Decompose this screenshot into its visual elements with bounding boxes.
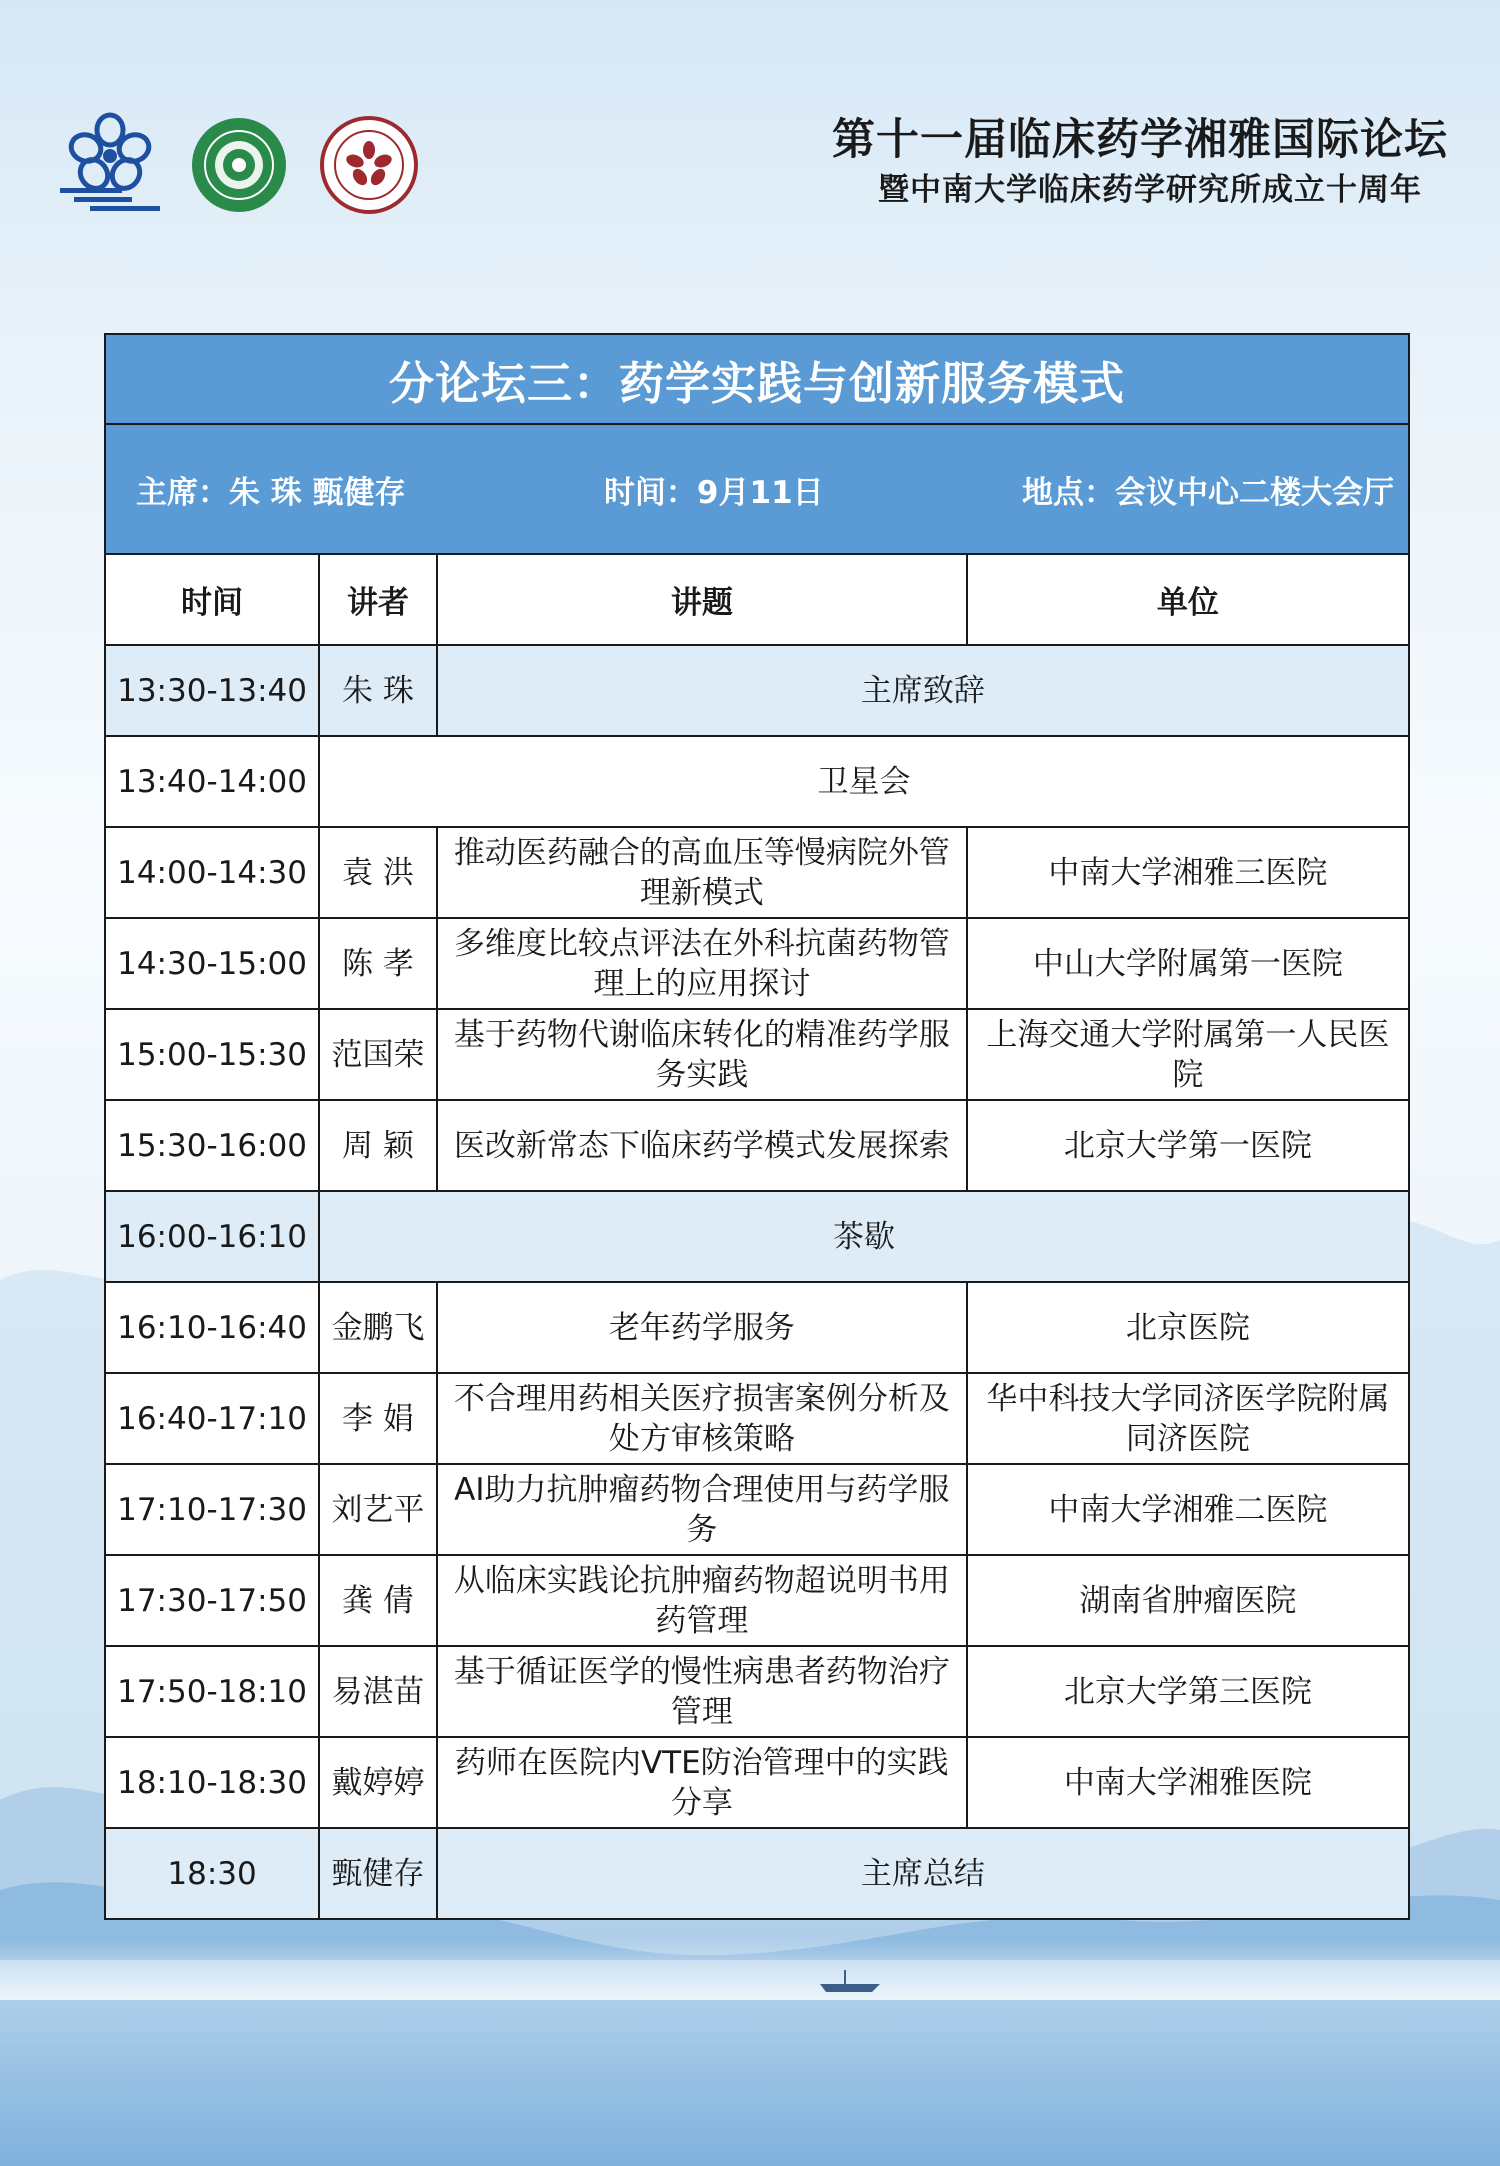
session-unit: 中山大学附属第一医院 <box>967 918 1409 1009</box>
session-unit: 中南大学湘雅二医院 <box>967 1464 1409 1555</box>
forum-chair: 主席：朱 珠 甄健存 <box>136 474 406 511</box>
table-row <box>105 827 1409 918</box>
session-unit: 湖南省肿瘤医院 <box>967 1555 1409 1646</box>
forum-title: 分论坛三：药学实践与创新服务模式 <box>105 334 1409 424</box>
session-speaker: 陈 孝 <box>319 918 437 1009</box>
table-header-row <box>105 554 1409 645</box>
forum-date: 时间：9月11日 <box>603 474 824 511</box>
table-row <box>105 1373 1409 1464</box>
table-row <box>105 736 1409 827</box>
session-topic: 老年药学服务 <box>437 1282 967 1373</box>
session-merged: 主席致辞 <box>437 645 1409 736</box>
hunan-clinical-pharmacy-seal <box>320 116 418 214</box>
session-speaker: 李 娟 <box>319 1373 437 1464</box>
session-unit: 北京大学第一医院 <box>967 1100 1409 1191</box>
header-unit: 单位 <box>967 554 1409 645</box>
table-row <box>105 1737 1409 1828</box>
session-unit: 北京医院 <box>967 1282 1409 1373</box>
session-topic: 基于循证医学的慢性病患者药物治疗管理 <box>437 1646 967 1737</box>
flower-emblem-logo <box>56 112 164 216</box>
table-row <box>105 1282 1409 1373</box>
session-topic: 多维度比较点评法在外科抗菌药物管理上的应用探讨 <box>437 918 967 1009</box>
table-row <box>105 918 1409 1009</box>
conference-title-block <box>832 112 1448 212</box>
session-time: 14:30-15:00 <box>105 918 319 1009</box>
conference-title: 第十一届临床药学湘雅国际论坛 <box>832 115 1448 165</box>
session-time: 18:10-18:30 <box>105 1737 319 1828</box>
session-unit: 中南大学湘雅医院 <box>967 1737 1409 1828</box>
session-speaker: 朱 珠 <box>319 645 437 736</box>
session-topic: 药师在医院内VTE防治管理中的实践分享 <box>437 1737 967 1828</box>
table-row <box>105 1464 1409 1555</box>
session-time: 17:10-17:30 <box>105 1464 319 1555</box>
schedule-table <box>104 333 1410 1920</box>
table-row <box>105 1100 1409 1191</box>
session-time: 17:30-17:50 <box>105 1555 319 1646</box>
table-row <box>105 1009 1409 1100</box>
hunan-pharmaceutical-association-seal <box>190 116 288 214</box>
session-speaker: 袁 洪 <box>319 827 437 918</box>
session-unit: 上海交通大学附属第一人民医院 <box>967 1009 1409 1100</box>
session-topic: 不合理用药相关医疗损害案例分析及处方审核策略 <box>437 1373 967 1464</box>
session-unit: 北京大学第三医院 <box>967 1646 1409 1737</box>
session-topic: 医改新常态下临床药学模式发展探索 <box>437 1100 967 1191</box>
session-speaker: 范国荣 <box>319 1009 437 1100</box>
forum-info-row <box>105 424 1409 554</box>
session-speaker: 易湛苗 <box>319 1646 437 1737</box>
session-time: 16:40-17:10 <box>105 1373 319 1464</box>
page-header <box>0 0 1500 300</box>
session-topic: 从临床实践论抗肿瘤药物超说明书用药管理 <box>437 1555 967 1646</box>
header-speaker: 讲者 <box>319 554 437 645</box>
session-time: 13:30-13:40 <box>105 645 319 736</box>
table-row <box>105 1646 1409 1737</box>
table-row <box>105 645 1409 736</box>
header-time: 时间 <box>105 554 319 645</box>
table-row <box>105 1191 1409 1282</box>
session-time: 14:00-14:30 <box>105 827 319 918</box>
session-unit: 华中科技大学同济医学院附属同济医院 <box>967 1373 1409 1464</box>
forum-title-row <box>105 334 1409 424</box>
session-speaker: 金鹏飞 <box>319 1282 437 1373</box>
session-unit: 中南大学湘雅三医院 <box>967 827 1409 918</box>
forum-venue: 地点：会议中心二楼大会厅 <box>1022 474 1394 511</box>
table-row <box>105 1555 1409 1646</box>
session-speaker: 龚 倩 <box>319 1555 437 1646</box>
session-time: 17:50-18:10 <box>105 1646 319 1737</box>
conference-subtitle: 暨中南大学临床药学研究所成立十周年 <box>878 172 1422 208</box>
session-time: 18:30 <box>105 1828 319 1919</box>
session-topic: 推动医药融合的高血压等慢病院外管理新模式 <box>437 827 967 918</box>
session-merged: 茶歇 <box>319 1191 1409 1282</box>
table-row <box>105 1828 1409 1919</box>
session-time: 16:00-16:10 <box>105 1191 319 1282</box>
session-speaker: 周 颖 <box>319 1100 437 1191</box>
session-time: 13:40-14:00 <box>105 736 319 827</box>
session-speaker: 甄健存 <box>319 1828 437 1919</box>
schedule-table-wrapper <box>104 333 1410 1920</box>
session-time: 16:10-16:40 <box>105 1282 319 1373</box>
session-speaker: 戴婷婷 <box>319 1737 437 1828</box>
session-time: 15:00-15:30 <box>105 1009 319 1100</box>
header-topic: 讲题 <box>437 554 967 645</box>
session-time: 15:30-16:00 <box>105 1100 319 1191</box>
session-merged: 主席总结 <box>437 1828 1409 1919</box>
session-topic: 基于药物代谢临床转化的精准药学服务实践 <box>437 1009 967 1100</box>
session-speaker: 刘艺平 <box>319 1464 437 1555</box>
session-merged: 卫星会 <box>319 736 1409 827</box>
session-topic: AI助力抗肿瘤药物合理使用与药学服务 <box>437 1464 967 1555</box>
